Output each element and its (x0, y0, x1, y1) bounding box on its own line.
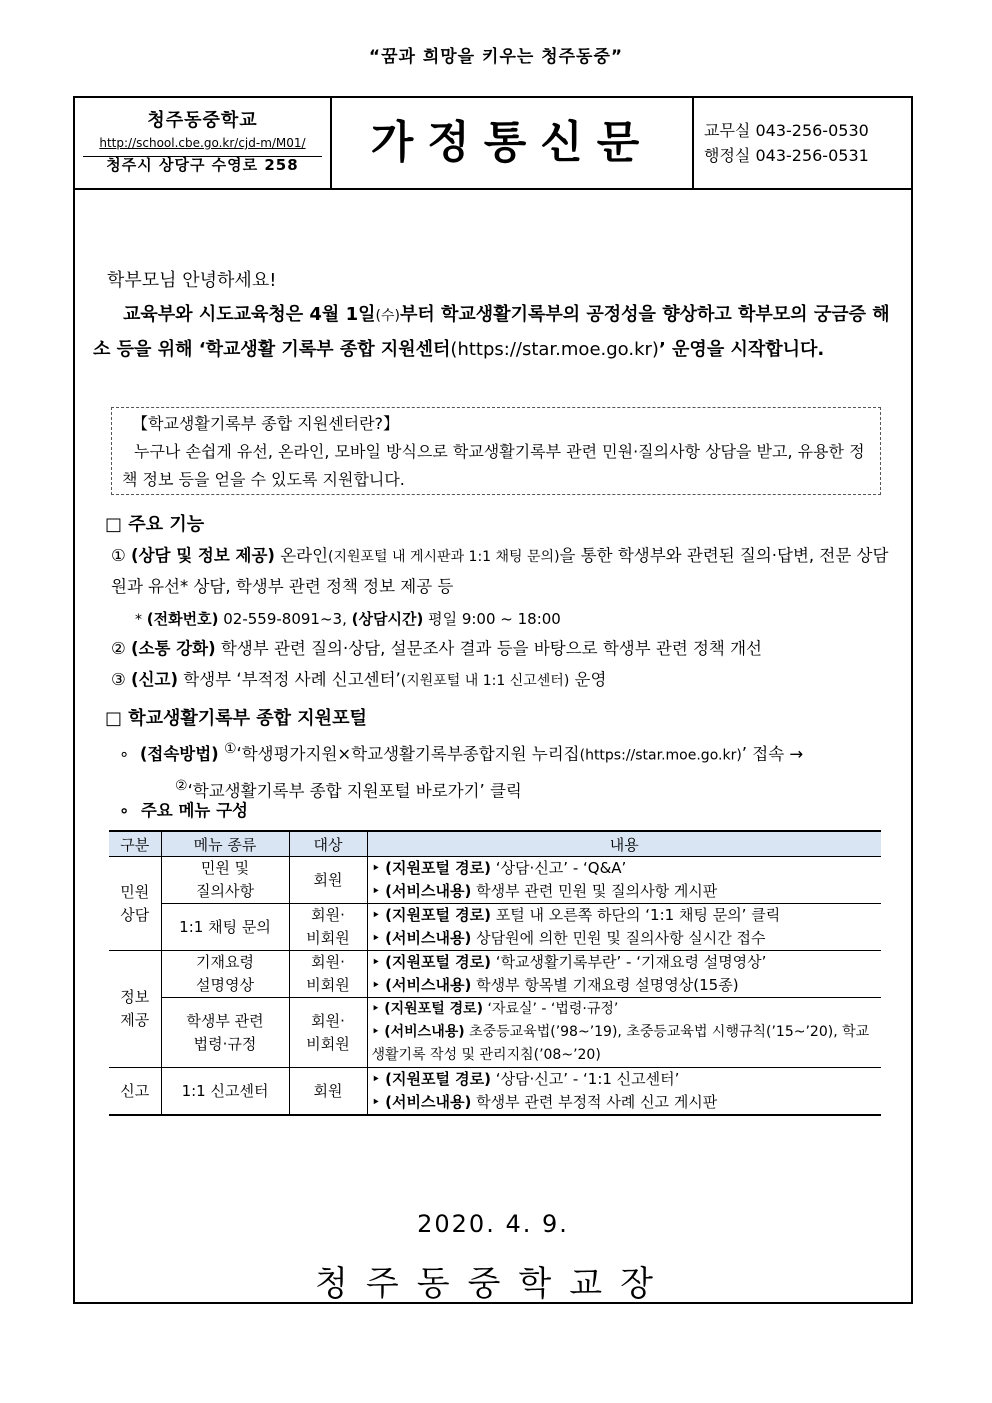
item-number: ① (111, 546, 126, 565)
category-cell: 정보 제공 (109, 951, 161, 1068)
target-cell: 회원· 비회원 (289, 951, 367, 998)
content-cell: ‣ (지원포털 경로) 포털 내 오른쪽 하단의 ‘1:1 채팅 문의’ 클릭 ‣ (서비스내용) 상담원에 의한 민원 및 질의사항 실시간 접수 (367, 904, 881, 951)
menu-table (109, 830, 881, 1116)
table-row (109, 1068, 881, 1116)
category-cell: 신고 (109, 1068, 161, 1116)
bullet: ∘ (119, 801, 130, 820)
menu-cell: 학생부 관련 법령·규정 (161, 998, 289, 1068)
menu-cell: 1:1 채팅 문의 (161, 904, 289, 951)
function-item-3 (111, 665, 901, 696)
item-text: 을 통한 학생부와 관련된 질의·답변, 전문 상담원과 유선* 상담, 학생부 관련 정책 정보 제공 등 (111, 546, 889, 596)
issue-date: 2020. 4. 9. (417, 1210, 569, 1238)
section-portal-title: □ 학교생활기록부 종합 지원포털 (105, 708, 367, 729)
access-url: (https://star.moe.go.kr) (579, 747, 742, 764)
table-row (109, 857, 881, 904)
access-text-1: ‘학생평가지원×학교생활기록부종합지원 누리집 (236, 744, 580, 764)
menu-heading (119, 796, 248, 826)
intro-part1: 교육부와 시도교육청은 4월 1일 (123, 304, 376, 325)
access-head: (접속방법) (139, 744, 219, 764)
school-name: 청주동중학교 (147, 110, 258, 131)
header-target: 대상 (289, 831, 367, 857)
item-text: 학생부 관련 질의·상담, 설문조사 결과 등을 바탕으로 학생부 관련 정책 개선 (220, 639, 762, 658)
content-cell: ‣ (지원포털 경로) ‘상담·신고’ - ‘Q&A’ ‣ (서비스내용) 학생부 관련 민원 및 질의사항 게시판 (367, 857, 881, 904)
title-cell (332, 98, 694, 188)
function-item-1 (111, 541, 901, 602)
item-head: (신고) (131, 670, 179, 689)
target-cell: 회원· 비회원 (289, 904, 367, 951)
school-info (75, 98, 332, 188)
school-url-link[interactable]: http://school.cbe.go.kr/cjd-m/M01/ (99, 136, 306, 150)
item-number: ③ (111, 670, 126, 689)
item-small: (지원포털 내 게시판과 1:1 채팅 문의) (328, 549, 560, 565)
menu-cell: 민원 및 질의사항 (161, 857, 289, 904)
header-category: 구분 (109, 831, 161, 857)
contact-admin-office: 행정실 043-256-0531 (704, 146, 869, 165)
letterhead (75, 98, 911, 190)
intro-paragraph (93, 298, 905, 366)
school-address: 청주시 상당구 수영로 258 (106, 156, 299, 174)
item-pre: 온라인 (280, 546, 329, 565)
time-value: 평일 9:00 ~ 18:00 (428, 610, 561, 628)
table-row (109, 998, 881, 1068)
target-cell: 회원· 비회원 (289, 998, 367, 1068)
info-box-text: 누구나 손쉽게 유선, 온라인, 모바일 방식으로 학교생활기록부 관련 민원·질의사항 상담을 받고, 유용한 정책 정보 등을 얻을 수 있도록 지원합니다. (122, 442, 865, 489)
table-row (109, 904, 881, 951)
intro-part3: ’ 운영을 시작합니다. (658, 339, 825, 360)
time-head: (상담시간) (351, 610, 424, 628)
contact-cell (694, 98, 911, 188)
document-frame (73, 96, 913, 1304)
intro-url: (https://star.moe.go.kr) (450, 339, 659, 360)
table-row (109, 951, 881, 998)
access-text-3: ‘학교생활기록부 종합 지원포털 바로가기’ 클릭 (187, 781, 522, 800)
info-box (111, 407, 881, 495)
note-star: * (135, 612, 142, 628)
section-main-functions-title: □ 주요 기능 (105, 514, 205, 535)
step-1-marker: ① (223, 741, 237, 757)
item-number: ② (111, 639, 126, 658)
menu-cell: 1:1 신고센터 (161, 1068, 289, 1116)
intro-weekday: (수) (375, 308, 400, 324)
intro-part2: 부터 학교생활기록부의 공정성을 향상하고 학부모의 궁금증 해소 등을 위해 ‘학교생활 기록부 종합 지원센터 (93, 304, 890, 360)
menu-heading-text: 주요 메뉴 구성 (140, 801, 248, 820)
content-cell: ‣ (지원포털 경로) ‘상담·신고’ - ‘1:1 신고센터’ ‣ (서비스내용) 학생부 관련 부정적 사례 신고 게시판 (367, 1068, 881, 1116)
item-head: (소통 강화) (131, 639, 216, 658)
item-pre: 학생부 ‘부적정 사례 신고센터’ (183, 670, 401, 689)
signer-principal: 청주동중학교장 (315, 1264, 671, 1304)
content-cell: ‣ (지원포털 경로) ‘자료실’ - ‘법령·규정’ ‣ (서비스내용) 초중등교육법(’98~’19), 초중등교육법 시행규칙(’15~’20), 학교생활기록 작성 및 관리지침(’08~’20) (367, 998, 881, 1068)
function-item-2 (111, 634, 901, 664)
divider (83, 156, 322, 157)
info-box-title: 【학교생활기록부 종합 지원센터란?】 (132, 414, 400, 433)
item-small: (지원포털 내 1:1 신고센터) (400, 673, 570, 689)
target-cell: 회원 (289, 857, 367, 904)
category-cell: 민원 상담 (109, 857, 161, 951)
step-2-marker: ② (175, 777, 188, 794)
access-text-2: ’ 접속 → (741, 744, 804, 764)
school-motto: “꿈과 희망을 키우는 청주동중” (368, 47, 624, 67)
contact-teachers-office: 교무실 043-256-0530 (704, 121, 869, 140)
header-content: 내용 (367, 831, 881, 857)
phone-number: 02-559-8091~3, (223, 610, 347, 628)
bullet: ∘ (119, 744, 130, 764)
item-head: (상담 및 정보 제공) (131, 546, 275, 565)
table-header-row (109, 831, 881, 857)
menu-cell: 기재요령 설명영상 (161, 951, 289, 998)
phone-head: (전화번호) (146, 610, 219, 628)
content-cell: ‣ (지원포털 경로) ‘학교생활기록부란’ - ‘기재요령 설명영상’ ‣ (서비스내용) 학생부 항목별 기재요령 설명영상(15종) (367, 951, 881, 998)
header-menu-type: 메뉴 종류 (161, 831, 289, 857)
greeting: 학부모님 안녕하세요! (107, 270, 277, 291)
target-cell: 회원 (289, 1068, 367, 1116)
item-text: 운영 (569, 670, 607, 689)
contact-note (135, 604, 561, 635)
document-title: 가정통신문 (370, 117, 654, 168)
